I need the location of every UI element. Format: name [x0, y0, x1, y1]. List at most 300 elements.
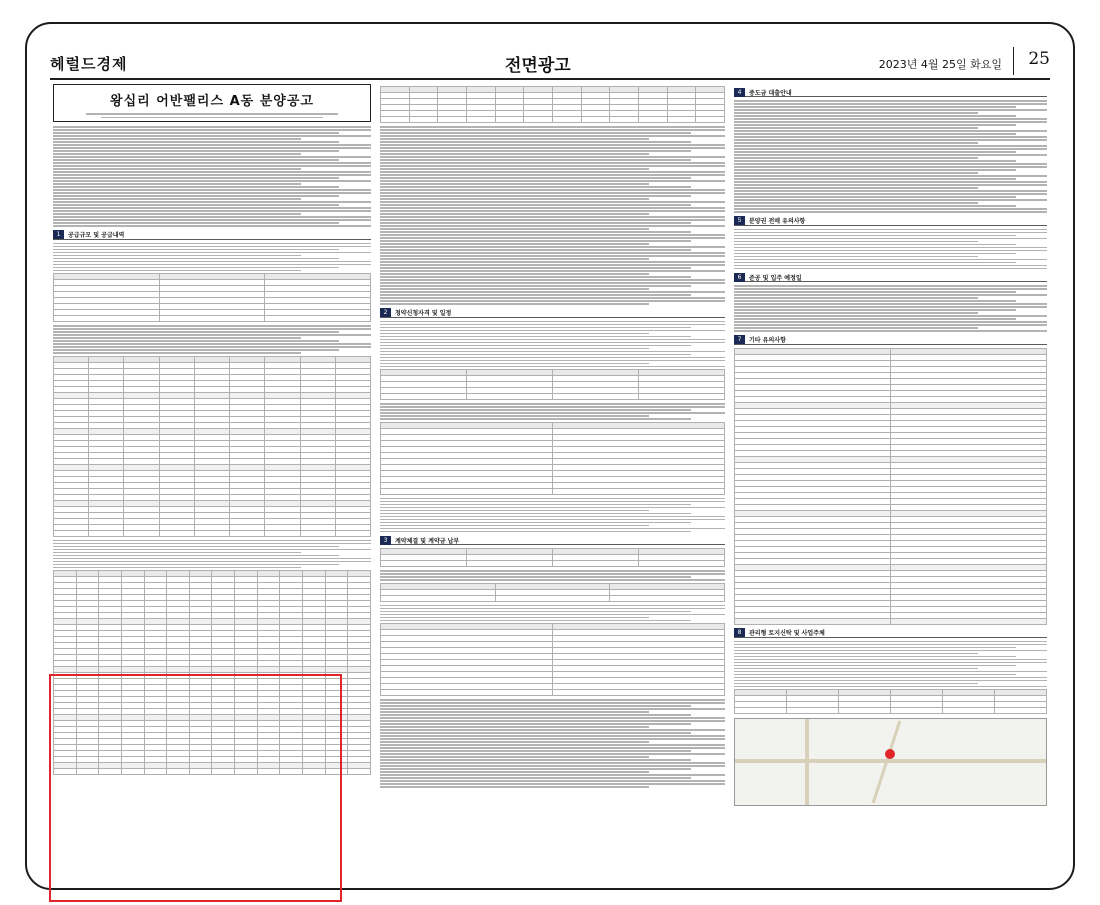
fine-print-line	[380, 528, 725, 530]
fine-print-line	[380, 366, 725, 368]
fine-print-line	[734, 250, 1047, 252]
fine-print-line	[734, 285, 1047, 287]
table-cell	[54, 530, 89, 536]
fine-print-line	[53, 555, 339, 557]
fine-print-line	[53, 153, 301, 155]
fine-print-line	[53, 558, 371, 560]
fine-print-line	[380, 510, 649, 512]
fine-print-line	[380, 132, 691, 134]
fine-print-line	[734, 650, 1047, 652]
fine-print-line	[380, 345, 691, 347]
fine-print-line	[380, 409, 691, 411]
fine-print-line	[53, 264, 371, 266]
table-cell	[943, 708, 995, 714]
fine-print-line	[734, 253, 1016, 255]
fine-print-line	[734, 247, 1047, 249]
fine-print-line	[380, 339, 725, 341]
table-cell	[495, 117, 524, 123]
fine-print-line	[380, 738, 725, 740]
table-cell	[300, 530, 335, 536]
fine-print-line	[53, 138, 301, 140]
fine-print-line	[734, 142, 978, 144]
fine-print-line	[380, 252, 725, 254]
fine-print-line	[734, 184, 1047, 186]
fine-print-line	[380, 756, 649, 758]
contract-conditions-block	[380, 605, 725, 622]
fine-print-line	[53, 328, 371, 330]
fine-print-line	[734, 297, 978, 299]
fine-print-line	[380, 165, 725, 167]
fine-print-line	[53, 252, 371, 254]
fine-print-line	[734, 106, 1016, 108]
table-cell	[54, 316, 160, 322]
section-title-supply: 공급규모 및 공급내역	[68, 232, 125, 239]
fine-print-line	[380, 570, 725, 572]
fine-print-line	[53, 216, 371, 218]
table-cell	[667, 117, 696, 123]
table-cell	[54, 769, 77, 775]
table-cell	[610, 595, 725, 601]
table-cell	[348, 769, 371, 775]
location-marker-icon	[885, 749, 895, 759]
fine-print-line	[734, 124, 1016, 126]
fine-print-line	[53, 162, 371, 164]
location-map	[734, 718, 1047, 806]
fine-print-line	[734, 232, 1047, 234]
supply-text-block	[53, 243, 371, 272]
fine-print-line	[734, 641, 1047, 643]
fine-print-line	[380, 261, 725, 263]
table-cell	[381, 117, 410, 123]
document-table	[380, 422, 725, 495]
fine-print-line	[53, 552, 301, 554]
fine-print-line	[53, 192, 371, 194]
page-number: 25	[1028, 49, 1050, 69]
table-cell	[159, 316, 265, 322]
fine-print-line	[380, 753, 725, 755]
fine-print-line	[380, 786, 649, 788]
fine-print-line	[734, 166, 1047, 168]
fine-print-line	[53, 352, 301, 354]
fine-print-line	[734, 665, 1016, 667]
fine-print-line	[380, 297, 725, 299]
fine-print-line	[380, 608, 725, 610]
fine-print-line	[380, 246, 725, 248]
fine-print-line	[380, 759, 691, 761]
fine-print-line	[380, 195, 691, 197]
table-cell	[467, 561, 553, 567]
fine-print-line	[380, 732, 691, 734]
table-row	[381, 595, 725, 601]
fine-print-line	[380, 783, 725, 785]
fine-print-line	[380, 507, 725, 509]
section-number: 8	[734, 628, 745, 637]
table-cell	[409, 117, 438, 123]
fine-print-line	[53, 225, 371, 227]
notes-table	[734, 348, 1047, 625]
fine-print-line	[734, 238, 1047, 240]
fine-print-line	[380, 267, 691, 269]
fine-print-line	[734, 668, 978, 670]
section-number: 3	[380, 536, 391, 545]
fine-print-line	[380, 513, 691, 515]
fine-print-line	[734, 136, 1047, 138]
fine-print-line	[380, 198, 649, 200]
table-cell	[280, 769, 303, 775]
advertisement-page	[50, 84, 1050, 882]
company-table	[734, 689, 1047, 714]
section-title-move-in: 준공 및 입주 예정일	[749, 274, 802, 282]
section-heading	[734, 336, 1047, 345]
table-row	[381, 117, 725, 123]
fine-print-line	[380, 617, 649, 619]
trust-text-block	[734, 641, 1047, 688]
fine-print-line	[734, 205, 1016, 207]
fine-print-line	[380, 147, 725, 149]
fine-print-line	[380, 348, 649, 350]
fine-print-line	[734, 109, 1047, 111]
fine-print-line	[53, 331, 339, 333]
fine-print-line	[380, 714, 691, 716]
fine-print-line	[380, 614, 725, 616]
table-cell	[610, 117, 639, 123]
table-cell	[553, 561, 639, 567]
fine-print-line	[53, 165, 371, 167]
fine-print-line	[53, 219, 371, 221]
fine-print-line	[734, 118, 1047, 120]
required-documents-table	[380, 623, 725, 696]
table-cell	[891, 708, 943, 714]
page-divider	[1013, 47, 1014, 75]
fine-print-line	[380, 255, 725, 257]
fine-print-line	[734, 677, 1047, 679]
table-cell	[524, 117, 553, 123]
fine-print-line	[53, 540, 371, 542]
section-number: 5	[734, 216, 745, 225]
table-row	[735, 708, 1047, 714]
fine-print-line	[380, 204, 691, 206]
fine-print-line	[380, 216, 725, 218]
fine-print-line	[380, 240, 691, 242]
table-cell	[495, 595, 610, 601]
section-heading	[734, 629, 1047, 638]
fine-print-line	[380, 243, 649, 245]
fine-print-line	[380, 219, 725, 221]
section-title-contract: 계약체결 및 계약금 납부	[395, 537, 460, 545]
fine-print-line	[380, 207, 725, 209]
fine-print-line	[380, 519, 725, 521]
fine-print-line	[380, 144, 725, 146]
table-cell	[167, 769, 190, 775]
fine-print-line	[380, 747, 725, 749]
fine-print-line	[380, 288, 649, 290]
fine-print-line	[53, 334, 371, 336]
fine-print-line	[53, 168, 301, 170]
table-cell	[995, 708, 1047, 714]
fine-print-line	[380, 273, 649, 275]
table-cell	[381, 690, 553, 696]
fine-print-line	[734, 199, 1047, 201]
table-cell	[230, 530, 265, 536]
fine-print-line	[380, 171, 725, 173]
table-cell	[335, 530, 370, 536]
fine-print-line	[734, 256, 978, 258]
fine-print-line	[380, 129, 725, 131]
fine-print-line	[734, 683, 978, 685]
fine-print-line	[380, 780, 725, 782]
fine-print-line	[380, 699, 725, 701]
fine-print-line	[734, 291, 1016, 293]
fine-print-line	[53, 258, 339, 260]
fine-print-line	[380, 282, 725, 284]
loan-text-block	[734, 100, 1047, 213]
fine-print-line	[734, 175, 1047, 177]
notice-text-block	[53, 126, 371, 227]
fine-print-line	[380, 321, 725, 323]
table-cell	[381, 595, 496, 601]
fine-print-line	[53, 337, 301, 339]
fine-print-line	[734, 178, 1016, 180]
table-cell	[89, 530, 124, 536]
fine-print-line	[734, 145, 1047, 147]
fine-print-line	[53, 159, 339, 161]
table-row	[381, 394, 725, 400]
table-cell	[638, 117, 667, 123]
fine-print-line	[380, 762, 725, 764]
fine-print-line	[380, 153, 649, 155]
section-heading	[734, 273, 1047, 282]
fine-print-line	[734, 309, 1016, 311]
fine-print-line	[380, 620, 691, 622]
table-row	[381, 561, 725, 567]
fine-print-line	[380, 720, 725, 722]
fine-print-line	[734, 294, 1047, 296]
fine-print-line	[53, 222, 339, 224]
fine-print-line	[734, 653, 978, 655]
fine-print-line	[734, 321, 1047, 323]
ad-subtitle-text	[101, 117, 322, 119]
fine-print-line	[380, 729, 725, 731]
table-cell	[438, 117, 467, 123]
fine-print-line	[380, 741, 649, 743]
section-heading	[53, 231, 371, 240]
table-cell	[553, 488, 725, 494]
fine-print-line	[734, 324, 1047, 326]
fine-print-line	[734, 160, 1016, 162]
table-cell	[553, 394, 639, 400]
table-cell	[552, 117, 581, 123]
fine-print-line	[53, 246, 371, 248]
fine-print-line	[380, 327, 691, 329]
schedule-table	[380, 369, 725, 400]
fine-print-line	[380, 237, 725, 239]
issue-date: 2023년 4월 25일 화요일	[878, 58, 1002, 71]
section-number: 7	[734, 335, 745, 344]
fine-print-line	[734, 229, 1047, 231]
fine-print-line	[380, 711, 649, 713]
table-cell	[696, 117, 725, 123]
fine-print-line	[380, 210, 725, 212]
fine-print-line	[380, 774, 725, 776]
schedule-notes-block	[380, 403, 725, 420]
fine-print-line	[380, 363, 649, 365]
fine-print-line	[380, 168, 649, 170]
fine-print-line	[380, 750, 691, 752]
fine-print-line	[734, 190, 1047, 192]
document-notes-block	[380, 498, 725, 533]
fine-print-line	[734, 163, 1047, 165]
table-row	[54, 316, 371, 322]
fine-print-line	[380, 228, 649, 230]
fine-print-line	[734, 647, 1016, 649]
fine-print-line	[734, 686, 1047, 688]
fine-print-line	[380, 498, 725, 500]
fine-print-line	[734, 315, 1047, 317]
column-left	[53, 84, 371, 882]
resale-text-block	[734, 229, 1047, 270]
fine-print-line	[380, 279, 725, 281]
section-title-other: 기타 유의사항	[749, 337, 786, 344]
fine-print-line	[734, 327, 978, 329]
fine-print-line	[380, 611, 691, 613]
table-cell	[467, 394, 553, 400]
fine-print-line	[53, 204, 339, 206]
table-cell	[639, 561, 725, 567]
fine-print-line	[53, 567, 301, 569]
fine-print-line	[53, 126, 371, 128]
fine-print-line	[380, 522, 691, 524]
fine-print-line	[380, 336, 691, 338]
fine-print-line	[734, 196, 1016, 198]
fine-print-line	[380, 744, 725, 746]
table-row	[381, 488, 725, 494]
fine-print-line	[53, 144, 371, 146]
fine-print-line	[380, 225, 725, 227]
fine-print-line	[53, 183, 301, 185]
fine-print-line	[380, 222, 691, 224]
fine-print-line	[734, 187, 978, 189]
fine-print-line	[53, 186, 339, 188]
table-cell	[194, 530, 229, 536]
section-title-resale: 분양권 전매 유의사항	[749, 218, 806, 225]
table-cell	[466, 117, 495, 123]
fine-print-line	[53, 171, 371, 173]
fine-print-line	[380, 415, 649, 417]
fine-print-line	[380, 138, 649, 140]
table-cell	[159, 530, 194, 536]
table-cell	[735, 708, 787, 714]
table-cell	[839, 708, 891, 714]
fine-print-line	[53, 174, 371, 176]
fine-print-line	[734, 680, 1047, 682]
fine-print-line	[380, 126, 725, 128]
fine-print-line	[380, 285, 691, 287]
fine-print-line	[53, 340, 339, 342]
table-cell	[303, 769, 326, 775]
ad-subtitle-text	[86, 113, 339, 115]
fine-print-line	[53, 201, 371, 203]
fine-print-line	[380, 258, 649, 260]
fine-print-line	[380, 231, 691, 233]
section-heading	[734, 88, 1047, 97]
fine-print-line	[734, 208, 1047, 210]
fine-print-line	[53, 207, 371, 209]
table-cell	[99, 769, 122, 775]
fine-print-line	[380, 174, 725, 176]
fine-print-line	[53, 132, 339, 134]
fine-print-line	[380, 333, 649, 335]
area-notes-block	[53, 540, 371, 569]
fine-print-line	[380, 141, 691, 143]
fine-print-line	[53, 180, 371, 182]
fine-print-line	[380, 183, 649, 185]
fine-print-line	[380, 249, 691, 251]
section-number: 2	[380, 308, 391, 317]
table-cell	[265, 530, 300, 536]
fine-print-line	[734, 265, 1047, 267]
fine-print-line	[734, 148, 1047, 150]
final-notes-block	[380, 699, 725, 788]
fine-print-line	[53, 349, 339, 351]
fine-print-line	[53, 150, 339, 152]
fine-print-line	[380, 150, 691, 152]
fine-print-line	[53, 270, 301, 272]
fine-print-line	[53, 141, 339, 143]
table-cell	[581, 117, 610, 123]
fine-print-line	[734, 662, 1047, 664]
fine-print-line	[734, 268, 1047, 270]
fine-print-line	[380, 201, 725, 203]
contract-notes-block	[380, 570, 725, 581]
fine-print-line	[734, 169, 1016, 171]
price-table	[53, 570, 371, 775]
fine-print-line	[380, 234, 725, 236]
fine-print-line	[734, 235, 1016, 237]
table-row	[54, 769, 371, 775]
fine-print-line	[380, 576, 691, 578]
fine-print-line	[734, 112, 978, 114]
fine-print-line	[380, 717, 725, 719]
fine-print-line	[734, 172, 978, 174]
fine-print-line	[734, 318, 1016, 320]
fine-print-line	[380, 156, 725, 158]
fine-print-line	[53, 198, 301, 200]
fine-print-line	[380, 330, 725, 332]
fine-print-line	[380, 300, 725, 302]
table-cell	[381, 561, 467, 567]
ad-title-box	[53, 84, 371, 122]
table-cell	[325, 769, 348, 775]
fine-print-line	[53, 177, 339, 179]
fine-print-line	[53, 135, 371, 137]
fine-print-line	[53, 213, 301, 215]
table-cell	[212, 769, 235, 775]
column-center	[380, 84, 725, 882]
fine-print-line	[53, 129, 371, 131]
contract-table	[380, 548, 725, 567]
table-cell	[144, 769, 167, 775]
table-cell	[553, 690, 725, 696]
fine-print-line	[53, 543, 371, 545]
fine-print-line	[734, 262, 1016, 264]
fine-print-line	[734, 303, 1047, 305]
fine-print-line	[380, 726, 649, 728]
fine-print-line	[734, 259, 1047, 261]
fine-print-line	[380, 303, 649, 305]
fine-print-line	[53, 346, 371, 348]
table-cell	[639, 394, 725, 400]
fine-print-line	[380, 516, 725, 518]
